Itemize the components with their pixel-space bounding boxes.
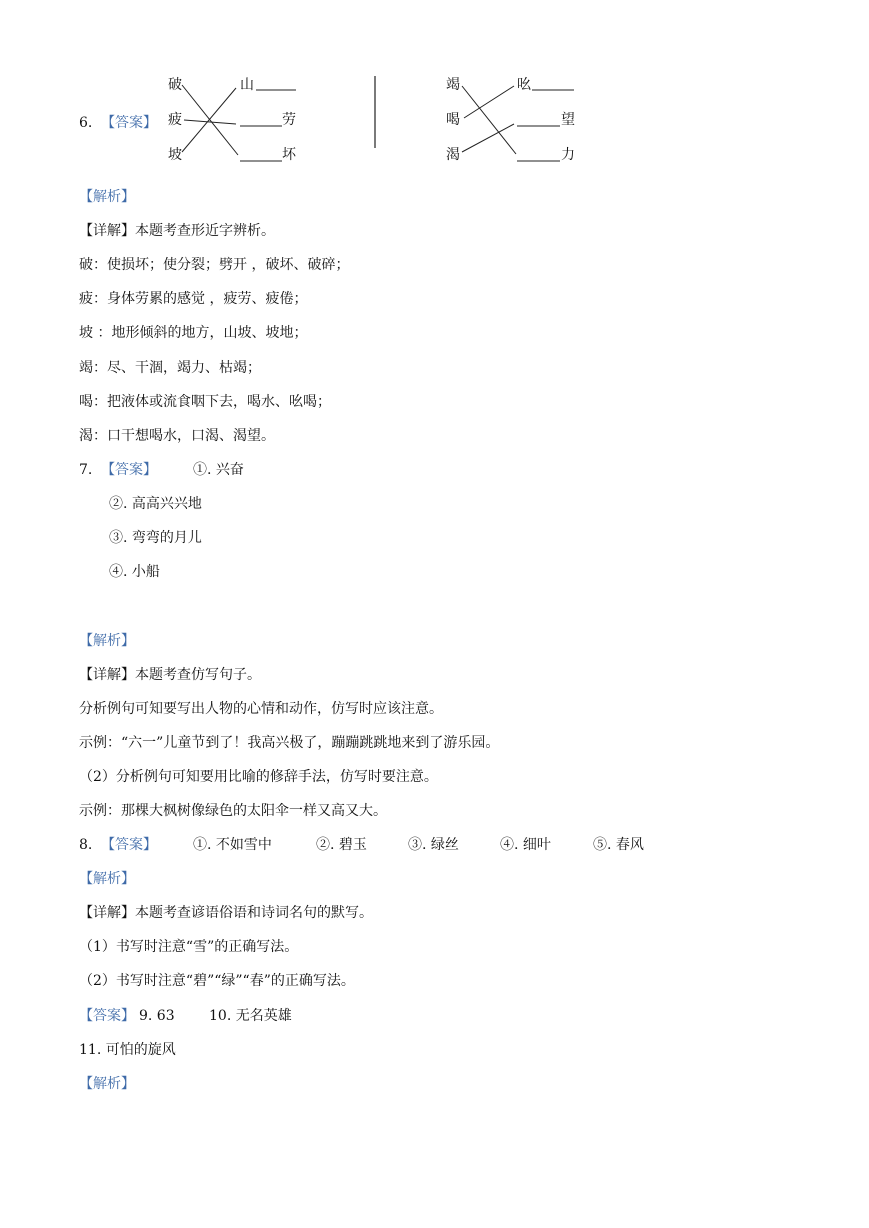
answer-item: ④. 细叶 <box>500 837 551 853</box>
answer-item: 11. 可怕的旋风 <box>79 1042 176 1058</box>
match-right-item: 山 <box>240 77 254 93</box>
analysis-tag: 【解析】 <box>79 189 135 205</box>
answer-item: ③. 绿丝 <box>408 837 459 853</box>
detail-line: 示例：那棵大枫树像绿色的太阳伞一样又高又大。 <box>79 803 387 819</box>
q9-answer-tag: 【答案】 <box>79 1008 135 1024</box>
answer-item: 9. 63 <box>139 1008 175 1024</box>
matching-diagram <box>0 0 869 200</box>
match-right-item: 吆 <box>517 77 531 93</box>
detail-line: 疲：身体劳累的感觉 ，疲劳、疲倦； <box>79 291 308 307</box>
answer-item: ②. 高高兴兴地 <box>109 496 202 512</box>
detail-line: 【详解】本题考查仿写句子。 <box>79 667 261 683</box>
answer-item: ①. 不如雪中 <box>193 837 272 853</box>
answer-item: ④. 小船 <box>109 564 160 580</box>
q7-answer-tag: 【答案】 <box>101 462 157 478</box>
match-right-item: 劳 <box>282 112 296 128</box>
match-line <box>462 86 516 154</box>
answer-item: ③. 弯弯的月儿 <box>109 530 202 546</box>
detail-line: （1）书写时注意“雪”的正确写法。 <box>79 939 299 955</box>
answer-item: 10. 无名英雄 <box>209 1008 292 1024</box>
q6-number: 6. <box>79 115 93 131</box>
match-right-item: 力 <box>561 147 575 163</box>
analysis-tag: 【解析】 <box>79 1076 135 1092</box>
answer-item: ①. 兴奋 <box>193 462 244 478</box>
detail-line: 坡 ：地形倾斜的地方，山坡、坡地； <box>79 325 308 341</box>
detail-line: （2）分析例句可知要用比喻的修辞手法，仿写时要注意。 <box>79 769 438 785</box>
match-left-char: 渴 <box>446 147 460 163</box>
detail-line: 【详解】本题考查形近字辨析。 <box>79 223 275 239</box>
detail-line: 竭：尽、干涸，竭力、枯竭； <box>79 360 261 376</box>
match-right-item: 望 <box>561 112 575 128</box>
q7-number: 7. <box>79 462 93 478</box>
analysis-tag: 【解析】 <box>79 633 135 649</box>
answer-item: ②. 碧玉 <box>316 837 367 853</box>
q8-number: 8. <box>79 837 93 853</box>
match-line <box>462 124 514 152</box>
q6-answer-tag: 【答案】 <box>101 115 157 131</box>
match-left-char: 坡 <box>168 147 182 163</box>
match-left-char: 破 <box>168 77 182 93</box>
detail-line: （2）书写时注意“碧”“绿”“春”的正确写法。 <box>79 973 355 989</box>
answer-item: ⑤. 春风 <box>593 837 644 853</box>
q8-answer-tag: 【答案】 <box>101 837 157 853</box>
match-line <box>464 86 514 118</box>
detail-line: 喝：把液体或流食咽下去，喝水、吆喝； <box>79 394 331 410</box>
detail-line: 【详解】本题考查谚语俗语和诗词名句的默写。 <box>79 905 373 921</box>
detail-line: 分析例句可知要写出人物的心情和动作，仿写时应该注意。 <box>79 701 443 717</box>
detail-line: 渴：口干想喝水，口渴、渴望。 <box>79 428 275 444</box>
match-left-char: 竭 <box>446 77 460 93</box>
match-left-char: 喝 <box>446 112 460 128</box>
match-right-item: 坏 <box>282 147 296 163</box>
match-left-char: 疲 <box>168 112 182 128</box>
detail-line: 示例：“六一”儿童节到了！我高兴极了，蹦蹦跳跳地来到了游乐园。 <box>79 735 500 751</box>
analysis-tag: 【解析】 <box>79 871 135 887</box>
detail-line: 破：使损坏；使分裂；劈开 ，破坏、破碎； <box>79 257 350 273</box>
